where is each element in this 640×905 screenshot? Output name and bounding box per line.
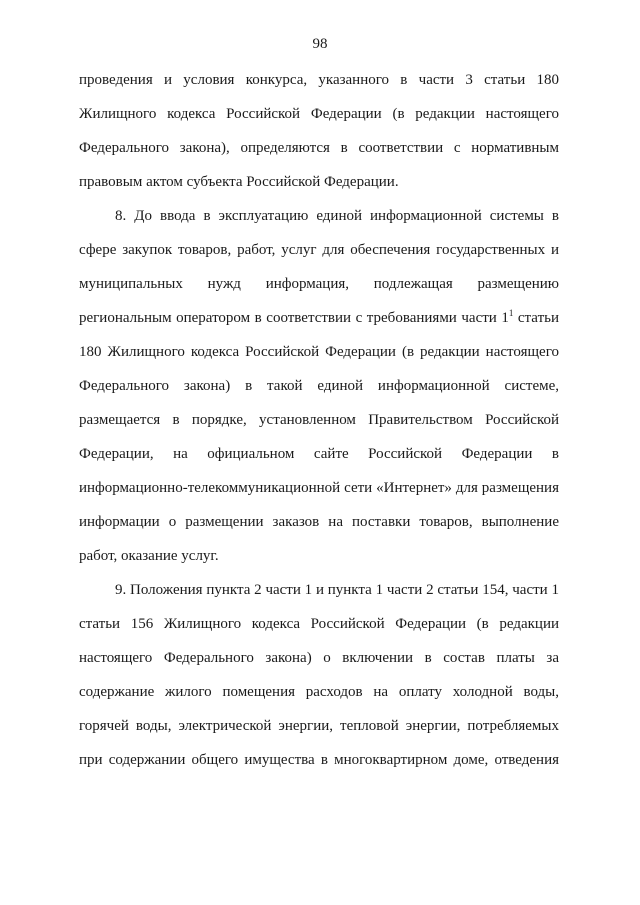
text-line: горячей воды, электрической энергии, тепловой энергии, потребляемых — [79, 718, 559, 734]
text-fragment: региональным оператором в соответствии с требованиями части 1 — [79, 310, 509, 326]
text-line: 180 Жилищного кодекса Российской Федерации (в редакции настоящего — [79, 344, 559, 360]
text-line: сфере закупок товаров, работ, услуг для обеспечения государственных и — [79, 242, 559, 258]
text-line: работ, оказание услуг. — [79, 548, 219, 564]
text-line: 8. До ввода в эксплуатацию единой информационной системы в — [115, 208, 559, 224]
body-text — [79, 70, 559, 784]
superscript: 1 — [508, 308, 514, 318]
text-line: Жилищного кодекса Российской Федерации (в редакции настоящего — [79, 106, 559, 122]
text-line: Федерального закона), определяются в соответствии с нормативным — [79, 140, 559, 156]
paragraph-8 — [79, 206, 559, 580]
text-fragment: статьи — [513, 310, 559, 326]
text-line: информационно-телекоммуникационной сети «Интернет» для размещения — [79, 480, 559, 496]
text-line: правовым актом субъекта Российской Федерации. — [79, 174, 399, 190]
paragraph-1 — [79, 70, 559, 206]
text-line: настоящего Федерального закона) о включении в состав платы за — [79, 650, 559, 666]
text-line: содержание жилого помещения расходов на оплату холодной воды, — [79, 684, 559, 700]
paragraph-9 — [79, 580, 559, 784]
text-line: информации о размещении заказов на поставки товаров, выполнение — [79, 514, 559, 530]
text-line: размещается в порядке, установленном Правительством Российской — [79, 412, 559, 428]
text-line: Федерального закона) в такой единой информационной системе, — [79, 378, 559, 394]
text-line: Федерации, на официальном сайте Российской Федерации в — [79, 446, 559, 462]
text-line: при содержании общего имущества в многоквартирном доме, отведения — [79, 752, 559, 768]
text-line: 9. Положения пункта 2 части 1 и пункта 1 части 2 статьи 154, части 1 — [115, 582, 559, 598]
text-line-with-superscript — [79, 308, 559, 342]
page-number: 98 — [312, 36, 328, 52]
text-line: статьи 156 Жилищного кодекса Российской Федерации (в редакции — [79, 616, 559, 632]
text-line: проведения и условия конкурса, указанного в части 3 статьи 180 — [79, 72, 559, 88]
text-line: муниципальных нужд информация, подлежащая размещению — [79, 276, 559, 292]
